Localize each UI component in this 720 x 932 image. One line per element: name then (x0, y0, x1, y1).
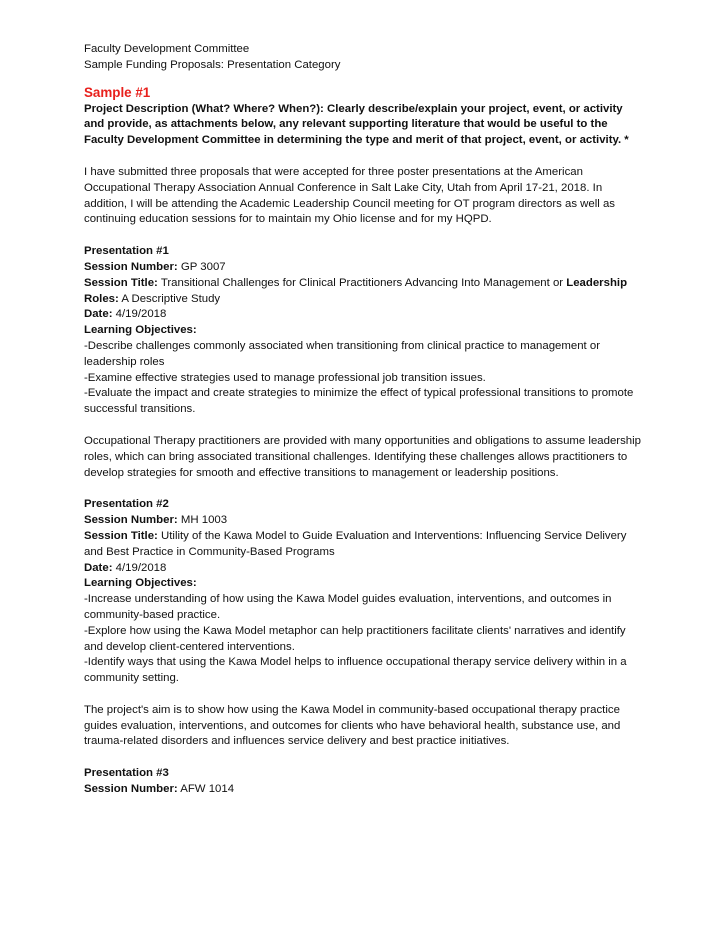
project-description-prompt: Project Description (What? Where? When?): Clearly describe/explain your project, event, or activity and provide, as attachments below, any relevant supporting literature that would be useful to the Faculty Development Committee in determining the type and merit of that project, event, or activity. * (84, 102, 629, 147)
sample-title: Sample #1 (84, 84, 151, 100)
header-committee: Faculty Development Committee (84, 43, 250, 55)
session-number-row (84, 782, 644, 798)
learning-objective: -Describe challenges commonly associated when transitioning from clinical practice to management or leadership roles (84, 339, 600, 368)
learning-objective: -Evaluate the impact and create strategies to minimize the effect of typical professional transitions to promote successful transitions. (84, 387, 634, 416)
presentation-summary: The project's aim is to show how using the Kawa Model in community-based occupational therapy practice guides evaluation, interventions, and outcomes for clients who have behavioral health, substance use, and trauma-related disorders and influences service delivery and best practice initiatives. (84, 703, 621, 748)
session-title-bold-part: Leadership Roles: (84, 276, 628, 305)
learning-objectives-label: Learning Objectives: (84, 577, 197, 590)
learning-objective: -Identify ways that using the Kawa Model helps to influence occupational therapy service delivery within in a community setting. (84, 656, 627, 685)
intro-paragraph: I have submitted three proposals that were accepted for three poster presentations at the American Occupational Therapy Association Annual Conference in Salt Lake City, Utah from April 17-21, 2018. In addition, I will be attending the Academic Leadership Council meeting for OT program directors as well as continuing education sessions for to maintain my Ohio license and for my HQPD. (84, 165, 615, 226)
session-title-row (84, 529, 644, 561)
header-subtitle: Sample Funding Proposals: Presentation Category (84, 58, 341, 71)
session-title-value: Utility of the Kawa Model to Guide Evaluation and Interventions: Influencing Service Delivery and Best Practice in Community-Based Programs (84, 529, 627, 558)
date-label: Date: (84, 308, 113, 321)
presentation-heading: Presentation #1 (84, 245, 169, 258)
presentation-1 (84, 244, 644, 481)
date-value: 4/19/2018 (115, 561, 167, 574)
date-label: Date: (84, 561, 113, 574)
session-number-row (84, 513, 644, 529)
session-number-label: Session Number: (84, 514, 178, 527)
session-title-row (84, 276, 644, 308)
presentation-2 (84, 497, 644, 750)
session-number-row (84, 260, 644, 276)
presentation-heading: Presentation #2 (84, 498, 169, 511)
presentation-3 (84, 766, 644, 798)
document-header (84, 42, 644, 74)
learning-objective: -Explore how using the Kawa Model metaphor can help practitioners facilitate clients' narratives and identify and develop client-centered interventions. (84, 624, 626, 653)
session-number-label: Session Number: (84, 260, 178, 273)
session-title-value: Transitional Challenges for Clinical Practitioners Advancing Into Management or (160, 276, 564, 289)
learning-objective: -Increase understanding of how using the Kawa Model guides evaluation, interventions, and outcomes in community-based practice. (84, 593, 612, 621)
date-row (84, 561, 644, 577)
session-title-label: Session Title: (84, 276, 158, 289)
presentation-heading: Presentation #3 (84, 767, 169, 780)
session-title-label: Session Title: (84, 529, 158, 542)
date-value: 4/19/2018 (115, 308, 167, 321)
date-row (84, 307, 644, 323)
session-number-label: Session Number: (84, 783, 178, 796)
document-page (84, 42, 644, 798)
session-number-value: MH 1003 (180, 514, 228, 527)
session-number-value: AFW 1014 (180, 783, 235, 796)
session-number-value: GP 3007 (180, 260, 226, 273)
learning-objective: -Examine effective strategies used to manage professional job transition issues. (84, 371, 486, 384)
learning-objectives-label: Learning Objectives: (84, 324, 197, 337)
presentation-summary: Occupational Therapy practitioners are provided with many opportunities and obligations to assume leadership roles, which can bring associated transitional challenges. Identifying these challenges allows practitioners to develop strategies for smooth and effective transitions to management or leadership positions. (84, 434, 641, 479)
session-title-value-end: A Descriptive Study (121, 292, 221, 305)
